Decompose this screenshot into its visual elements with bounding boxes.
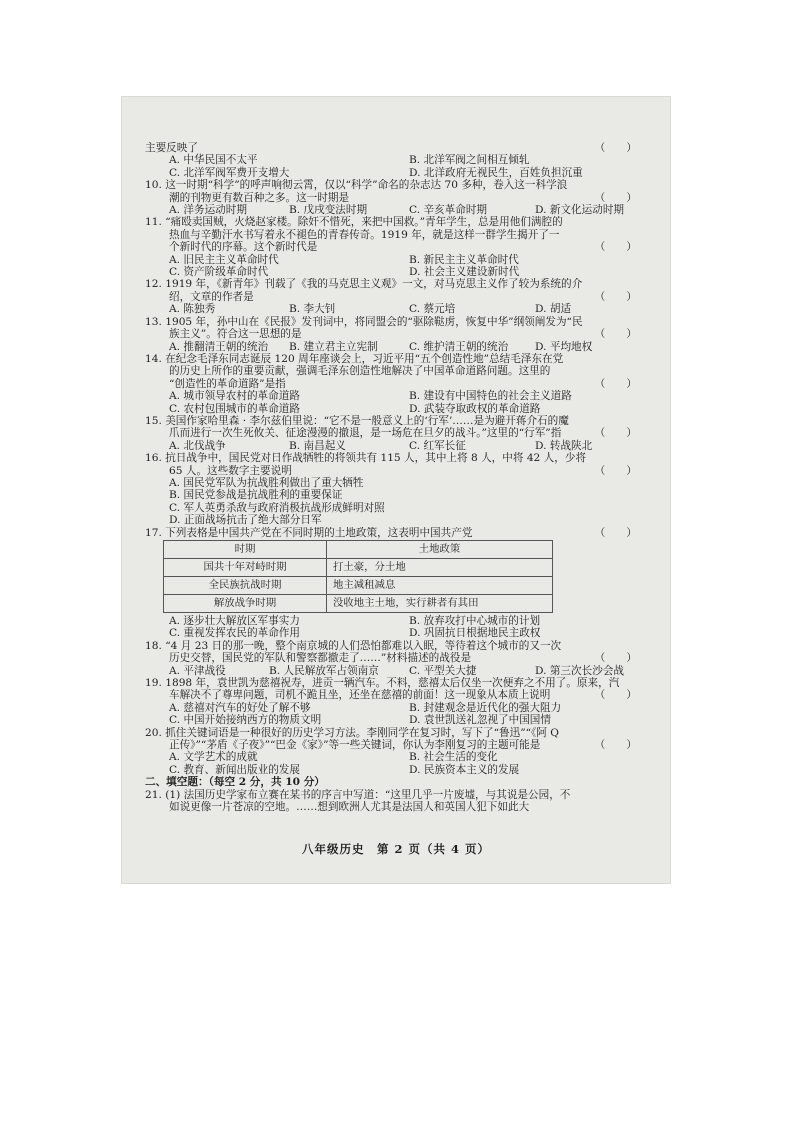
exam-content: 主要反映了 （ ） A. 中华民国不太平 B. 北洋军阀之间相互倾轧 C. 北洋军阀军费开支增大 D. 北洋政府无视民生，百姓负担沉重 10. 这一时期“科学”的呼声响彻云霄，仅以“科学”命名的杂志达 70 多种，卷入这一科学浪 潮的刊物更有数百种之多。这一时期是 （ ） A. 洋务运动时期 B. 戊戌变法时期 C. 辛亥革命时期 D. 新文化运动时期 11. “痛殴卖国贼，火烧赵家楼。除奸不惜死，来把中国救。”青年学生，总是用他们满腔的 热血与辛勤汗水书写着永不褪色的青春传奇。1919 年，就是这样一群学生揭开了一 个新时代的序幕。这个新时代是 （ ） A. 旧民主主义革命时代 B. 新民主主义革命时代 C. 资产阶级革命时代 D. 社会主义建设新时代 12. 1919 年，《新青年》刊载了《我的马克思主义观》一文，对马克思主义作了较为系统的介 绍，文章的作者是 （ ） A. 陈独秀 B. 李大钊 C. 蔡元培 D. 胡适 13. 1905 年，孙中山在《民报》发刊词中，将同盟会的“驱除鞑虏，恢复中华”纲领阐发为“民 族主义”。符合这一思想的是 （ ） A. 推翻清王朝的统治 B. 建立君主立宪制 C. 维护清王朝的统治 D. 平均地权 14. 在纪念毛泽东同志诞辰 120 周年座谈会上，习近平用“五个创造性地”总结毛泽东在党 的历史上所作的重要贡献，强调毛泽东创造性地解决了中国革命道路问题。这里的 “创造性的革命道路”是指 （ ） A. 城市领导农村的革命道路 B. 建设有中国特色的社会主义道路 C. 农村包围城市的革命道路 D. 武装夺取政权的革命道路 15. 美国作家哈里森 · 李尔兹伯里说：“它不是一般意义上的‘行军’……是为避开蒋介石的魔 爪而进行一次生死攸关、征途漫漫的撤退，是一场危在旦夕的战斗。”这里的“行军”指 （ ） A. 北伐战争 B. 南昌起义 C. 红军长征 D. 转战陕北 16. 抗日战争中，国民党对日作战牺牲的将领共有 115 人，其中上将 8 人，中将 42 人，少将 65 人。这些数字主要说明 （ ） A. 国民党军队为抗战胜利做出了重大牺牲 B. 国民党参战是抗战胜利的重要保证 C. 军人英勇杀敌与政府消极抗战形成鲜明对照 D. 正面战场抗击了绝大部分日军 17. 下列表格是中国共产党在不同时期的土地政策，这表明中国共产党 （ ） 时期 土地政策 国共十年对峙时期 打土豪，分土地 全民族抗战时期 地主减租减息 解放战争时期 没收地主土地，实行耕者有其田 A. 逐步壮大解放区军事实力 B. 放弃攻打中心城市的计划 C. 重视发挥农民的革命作用 D. 巩固抗日根据地民主政权 18. “4 月 23 日的那一晚，整个南京城的人们恐怕都难以入眠，等待着这个城市的又一次 历史交替，国民党的军队和警察都撤走了……”材料描述的战役是 （ ） A. 平津战役 B. 人民解放军占领南京 C. 平型关大捷 D. 第三次长沙会战 19. 1898 年，袁世凯为慈禧祝寿，进贡一辆汽车。不料，慈禧太后仅坐一次便弃之不用了。原来，汽 车解决不了尊卑问题，司机不跪且坐，还坐在慈禧的前面！这一现象从本质上说明 （ ） A. 慈禧对汽车的好处了解不够 B. 封建观念是近代化的强大阻力 C. 中国开始接纳西方的物质文明 D. 袁世凯送礼忽视了中国国情 20. 抓住关键词语是一种很好的历史学习方法。李刚同学在复习时，写下了“鲁迅”“《阿 Q 正传》”“茅盾《子夜》”“巴金《家》”等一些关键词，你认为李刚复习的主题可能是 （ ） A. 文学艺术的成就 B. 社会生活的变化 C. 教育、新闻出版业的发展 D. 民族资本主义的发展 二、填空题：（每空 2 分，共 10 分） 21. (1) 法国历史学家布立赛在某书的序言中写道：“这里几乎一片废墟，与其说是公园，不 如说更像一片苍凉的空地。……想到欧洲人尤其是法国人和英国人犯下如此大: [145, 142, 637, 814]
answer-bracket: （ ）: [594, 290, 637, 303]
q20-options: [145, 751, 637, 776]
q14-stem: 14. 在纪念毛泽东同志诞辰 120 周年座谈会上，习近平用“五个创造性地”总结毛泽东在党: [145, 352, 564, 365]
option-d: D. 转战陕北: [535, 439, 593, 452]
option-d: D. 正面战场抗击了绝大部分日军: [169, 514, 322, 527]
q10-stem: 10. 这一时期“科学”的呼声响彻云霄，仅以“科学”命名的杂志达 70 多种，卷入这一科学浪: [145, 179, 568, 192]
q11-stem: 11. “痛殴卖国贼，火烧赵家楼。除奸不惜死，来把中国救。”青年学生，总是用他们满腔的: [145, 216, 563, 229]
page-footer: 八年级历史 第 2 页（共 4 页）: [301, 842, 491, 856]
option-d: D. 袁世凯送礼忽视了中国国情: [409, 714, 551, 727]
option-c: C. 军人英勇杀敌与政府消极抗战形成鲜明对照: [169, 501, 385, 514]
answer-bracket: （ ）: [594, 464, 637, 477]
q17-stem: 17. 下列表格是中国共产党在不同时期的土地政策，这表明中国共产党 （ ）: [145, 526, 637, 539]
option-a: A. 陈独秀: [169, 303, 216, 316]
option-a: A. 洋务运动时期: [169, 204, 247, 217]
option-d: D. 民族资本主义的发展: [409, 763, 520, 776]
answer-bracket: （ ）: [594, 328, 637, 341]
table-row: [164, 577, 553, 595]
option-a: A. 中华民国不太平: [169, 154, 258, 167]
q13-stem: 13. 1905 年，孙中山在《民报》发刊词中，将同盟会的“驱除鞑虏，恢复中华”纲领阐发为“民: [145, 315, 583, 328]
answer-bracket: （ ）: [594, 689, 637, 702]
option-d: D. 巩固抗日根据地民主政权: [409, 627, 541, 640]
q9-stem: 主要反映了 （ ）: [145, 142, 637, 154]
option-b: B. 李大钊: [289, 303, 336, 316]
option-c: C. 中国开始接纳西方的物质文明: [169, 714, 322, 727]
q15-stem: 15. 美国作家哈里森 · 李尔兹伯里说：“它不是一般意义上的‘行军’……是为避开蒋介石的魔: [145, 414, 569, 427]
option-a: A. 平津战役: [169, 664, 226, 677]
table-header-cell: 土地政策: [327, 541, 553, 559]
option-a: A. 推翻清王朝的统治: [169, 340, 269, 353]
answer-bracket: （ ）: [594, 526, 637, 539]
q16-options: [145, 477, 637, 527]
option-d: D. 第三次长沙会战: [535, 664, 625, 677]
q20-stem: 20. 抓住关键词语是一种很好的历史学习方法。李刚同学在复习时，写下了“鲁迅”“《阿 Q: [145, 726, 559, 739]
exam-page-photo: [121, 96, 671, 884]
q16-stem: 16. 抗日战争中，国民党对日作战牺牲的将领共有 115 人，其中上将 8 人，中将 42 人，少将: [145, 452, 587, 465]
option-a: A. 旧民主主义革命时代: [169, 253, 279, 266]
land-policy-table: [163, 540, 553, 613]
q18-options: [145, 665, 637, 677]
option-c: C. 平型关大捷: [409, 664, 477, 677]
answer-bracket: （ ）: [594, 142, 637, 154]
option-b: B. 人民解放军占领南京: [269, 664, 379, 677]
table-row: [164, 559, 553, 577]
option-c: C. 教育、新闻出版业的发展: [169, 763, 300, 776]
option-c: C. 农村包围城市的革命道路: [169, 402, 300, 415]
table-cell: 没收地主土地，实行耕者有其田: [327, 595, 553, 613]
option-c: C. 北洋军阀军费开支增大: [169, 166, 290, 179]
option-b: B. 戊戌变法时期: [289, 204, 368, 217]
table-row: [164, 595, 553, 613]
option-c: C. 维护清王朝的统治: [409, 340, 509, 353]
option-a: A. 国民党军队为抗战胜利做出了重大牺牲: [169, 476, 364, 489]
q11-options: [145, 254, 637, 279]
q15-options: [145, 440, 637, 452]
option-d: D. 平均地权: [535, 340, 593, 353]
table-header-row: [164, 541, 553, 559]
option-a: A. 文学艺术的成就: [169, 751, 258, 764]
option-d: D. 北洋政府无视民生，百姓负担沉重: [409, 166, 583, 179]
option-d: D. 武装夺取政权的革命道路: [409, 402, 541, 415]
option-c: C. 资产阶级革命时代: [169, 266, 269, 279]
option-a: A. 逐步壮大解放区军事实力: [169, 615, 300, 627]
q19-options: [145, 702, 637, 727]
answer-bracket: （ ）: [594, 652, 637, 665]
table-cell: 解放战争时期: [164, 595, 327, 613]
q17-options: [145, 615, 637, 640]
option-d: D. 社会主义建设新时代: [409, 266, 520, 279]
section-heading: 二、填空题：（每空 2 分，共 10 分）: [145, 776, 325, 789]
q21-stem: 21. (1) 法国历史学家布立赛在某书的序言中写道：“这里几乎一片废墟，与其说是公园，不: [145, 788, 571, 801]
table-cell: 打土豪，分土地: [327, 559, 553, 577]
q19-stem: 19. 1898 年，袁世凯为慈禧祝寿，进贡一辆汽车。不料，慈禧太后仅坐一次便弃之不用了。原来，汽: [145, 677, 620, 690]
answer-bracket: （ ）: [594, 377, 637, 390]
option-b: B. 南昌起义: [289, 439, 346, 452]
option-b: B. 社会生活的变化: [409, 751, 498, 764]
option-b: B. 北洋军阀之间相互倾轧: [409, 154, 530, 167]
q9-options: [145, 154, 637, 179]
q12-stem: 12. 1919 年，《新青年》刊载了《我的马克思主义观》一文，对马克思主义作了较为系统的介: [145, 278, 583, 291]
table-cell: 地主减租减息: [327, 577, 553, 595]
option-b: B. 国民党参战是抗战胜利的重要保证: [169, 489, 343, 502]
option-c: C. 红军长征: [409, 439, 466, 452]
table-cell: 全民族抗战时期: [164, 577, 327, 595]
table-cell: 国共十年对峙时期: [164, 559, 327, 577]
option-b: B. 新民主主义革命时代: [409, 253, 519, 266]
q12-options: [145, 303, 637, 315]
option-b: B. 封建观念是近代化的强大阻力: [409, 701, 562, 714]
q10-options: [145, 204, 637, 216]
option-c: C. 蔡元培: [409, 303, 456, 316]
q13-options: [145, 341, 637, 353]
table-header-cell: 时期: [164, 541, 327, 559]
option-a: A. 城市领导农村的革命道路: [169, 390, 300, 403]
option-d: D. 新文化运动时期: [535, 204, 625, 217]
option-a: A. 北伐战争: [169, 439, 226, 452]
q14-options: [145, 390, 637, 415]
option-b: B. 放弃攻打中心城市的计划: [409, 615, 541, 627]
option-b: B. 建立君主立宪制: [289, 340, 378, 353]
answer-bracket: （ ）: [594, 241, 637, 254]
option-a: A. 慈禧对汽车的好处了解不够: [169, 701, 311, 714]
q18-stem: 18. “4 月 23 日的那一晚，整个南京城的人们恐怕都难以入眠，等待着这个城市的又一次: [145, 639, 562, 652]
answer-bracket: （ ）: [594, 191, 637, 204]
option-b: B. 建设有中国特色的社会主义道路: [409, 390, 572, 403]
option-d: D. 胡适: [535, 303, 572, 316]
answer-bracket: （ ）: [594, 739, 637, 752]
answer-bracket: （ ）: [594, 427, 637, 440]
option-c: C. 重视发挥农民的革命作用: [169, 627, 300, 640]
option-c: C. 辛亥革命时期: [409, 204, 488, 217]
